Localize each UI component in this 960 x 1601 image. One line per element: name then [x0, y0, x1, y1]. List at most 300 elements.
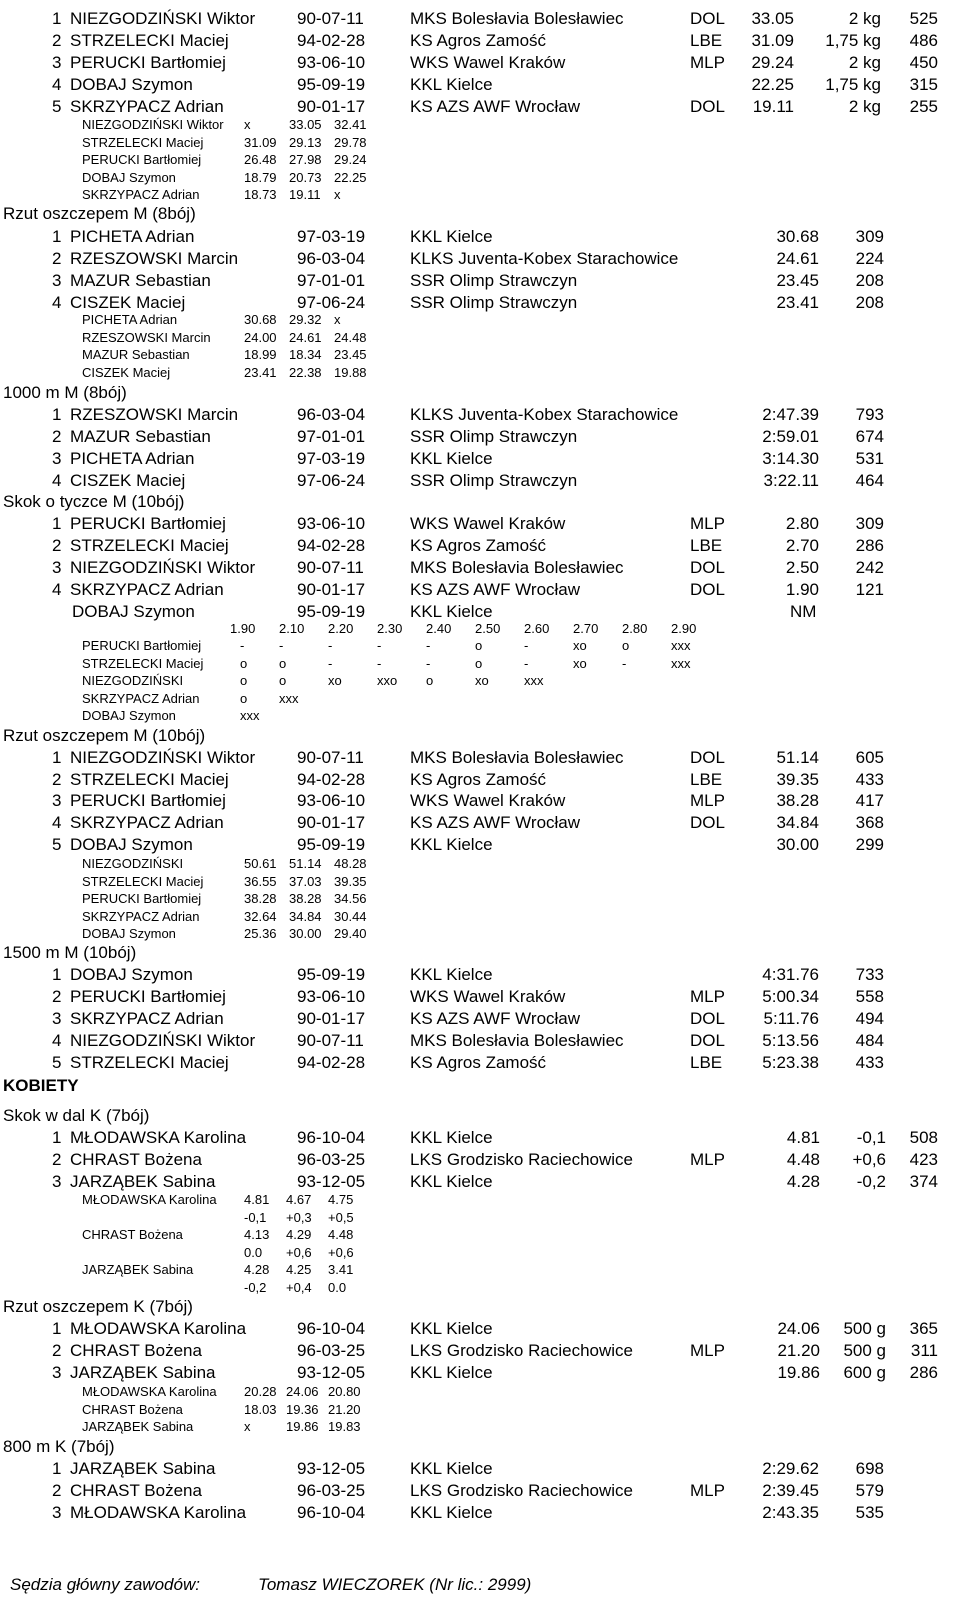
- birth-date: 97-03-19: [297, 227, 366, 246]
- points: 299: [855, 834, 884, 854]
- attempt-value: 19.83: [328, 1419, 361, 1434]
- region-code: LBE: [690, 769, 723, 789]
- jump-value: 4.48: [328, 1227, 354, 1242]
- vault-attempt: o: [622, 638, 630, 653]
- birth-date: 95-09-19: [297, 75, 366, 94]
- result-value: 30.00: [776, 834, 819, 854]
- club-name: MKS Bolesłavia Bolesławiec: [410, 558, 624, 577]
- birth-date: 96-03-25: [297, 1481, 366, 1500]
- athlete-name: RZESZOWSKI Marcin: [70, 249, 239, 268]
- points: 674: [855, 427, 884, 446]
- section-title: Rzut oszczepem K (7bój): [3, 1297, 193, 1316]
- athlete-name: RZESZOWSKI Marcin: [70, 405, 239, 424]
- bar-height: 2.70: [573, 621, 599, 636]
- implement-weight: 600 g: [843, 1363, 886, 1382]
- bar-height: 2.10: [279, 621, 305, 636]
- attempt-value: 20.28: [244, 1384, 277, 1399]
- vault-attempt: xo: [573, 638, 587, 653]
- result-place: 2: [52, 31, 62, 50]
- result-value: 4.81: [786, 1128, 820, 1147]
- birth-date: 94-02-28: [297, 536, 366, 555]
- points: 224: [855, 249, 884, 268]
- region-code: MLP: [690, 1481, 725, 1500]
- club-name: SSR Olimp Strawczyn: [410, 471, 578, 490]
- attempt-value: 27.98: [289, 152, 322, 167]
- attempt-value: 24.00: [244, 329, 277, 345]
- birth-date: 97-01-01: [297, 427, 366, 446]
- birth-date: 90-01-17: [297, 813, 366, 833]
- bar-height: 2.50: [475, 621, 501, 636]
- jump-wind: +0,4: [286, 1279, 312, 1295]
- section-title: 800 m K (7bój): [3, 1437, 115, 1456]
- birth-date: 94-02-28: [297, 769, 366, 789]
- bar-height: 2.20: [328, 621, 354, 636]
- attempt-value: 48.28: [334, 856, 367, 871]
- region-code: LBE: [690, 1053, 723, 1072]
- attempt-value: 36.55: [244, 873, 277, 889]
- result-value: 2.70: [785, 536, 819, 555]
- result-value: 22.25: [751, 75, 794, 94]
- attempt-athlete: MŁODAWSKA Karolina: [82, 1384, 217, 1399]
- result-place: 3: [52, 558, 62, 577]
- result-value: 19.86: [777, 1363, 820, 1382]
- wind-value: +0,6: [852, 1150, 886, 1169]
- attempt-value: 19.11: [289, 187, 321, 202]
- attempt-athlete: DOBAJ Szymon: [82, 926, 176, 941]
- region-code: MLP: [690, 791, 725, 811]
- result-place: 2: [52, 427, 62, 446]
- club-name: KKL Kielce: [410, 602, 493, 621]
- club-name: WKS Wawel Kraków: [410, 514, 566, 533]
- vault-attempt: -: [377, 638, 382, 653]
- attempt-value: 18.79: [244, 169, 277, 185]
- result-value: 24.06: [777, 1319, 820, 1338]
- implement-weight: 2 kg: [848, 9, 881, 28]
- athlete-name: MAZUR Sebastian: [70, 271, 211, 290]
- result-place: 4: [52, 813, 62, 833]
- birth-date: 90-07-11: [297, 1031, 364, 1050]
- vault-attempt: o: [240, 655, 248, 671]
- vault-attempt: -: [328, 638, 333, 653]
- vault-attempt: xxx: [524, 673, 544, 688]
- club-name: WKS Wawel Kraków: [410, 53, 566, 72]
- implement-weight: 2 kg: [848, 53, 881, 72]
- vault-attempt: o: [240, 673, 248, 688]
- implement-weight: 2 kg: [848, 97, 881, 116]
- club-name: KLKS Juventa-Kobex Starachowice: [410, 249, 679, 268]
- birth-date: 96-03-25: [297, 1150, 366, 1169]
- attempt-value: 37.03: [289, 873, 322, 889]
- jump-value: 4.81: [244, 1192, 270, 1207]
- result-place: 3: [52, 1172, 62, 1191]
- result-place: 4: [52, 580, 62, 599]
- vault-attempt: -: [622, 655, 627, 671]
- region-code: MLP: [690, 1341, 725, 1360]
- attempt-value: 29.78: [334, 134, 367, 150]
- result-place: 1: [52, 514, 62, 533]
- attempt-value: 34.56: [334, 891, 367, 906]
- result-value: 4.48: [786, 1150, 820, 1169]
- attempt-value: 23.41: [244, 364, 277, 380]
- vault-attempt: xxx: [671, 638, 691, 653]
- jump-wind: 0.0: [244, 1244, 263, 1260]
- region-code: DOL: [690, 97, 725, 116]
- club-name: KS AZS AWF Wrocław: [410, 97, 581, 116]
- birth-date: 96-10-04: [297, 1128, 366, 1147]
- vault-attempt: -: [524, 638, 529, 653]
- result-place: 2: [52, 987, 62, 1006]
- points: 286: [855, 536, 884, 555]
- birth-date: 97-06-24: [297, 471, 366, 490]
- attempt-value: 23.45: [334, 347, 367, 362]
- result-place: 4: [52, 471, 62, 490]
- attempt-athlete: DOBAJ Szymon: [82, 169, 176, 185]
- attempt-value: 20.80: [328, 1384, 361, 1399]
- club-name: KS Agros Zamość: [410, 1053, 547, 1072]
- club-name: KLKS Juventa-Kobex Starachowice: [410, 405, 679, 424]
- region-code: MLP: [690, 987, 725, 1006]
- result-place: 2: [52, 249, 62, 268]
- points: 242: [855, 558, 884, 577]
- implement-weight: 500 g: [843, 1319, 886, 1338]
- result-value: 2:59.01: [762, 427, 819, 446]
- region-code: DOL: [690, 748, 725, 767]
- result-place: 3: [52, 53, 62, 72]
- club-name: KS AZS AWF Wrocław: [410, 1009, 581, 1028]
- attempt-athlete: CISZEK Maciej: [82, 364, 171, 380]
- athlete-name: JARZĄBEK Sabina: [70, 1363, 216, 1382]
- athlete-name: STRZELECKI Maciej: [70, 1053, 229, 1072]
- region-code: LBE: [690, 536, 723, 555]
- jump-wind: 0.0: [328, 1279, 347, 1295]
- athlete-name: DOBAJ Szymon: [72, 602, 195, 621]
- points: 486: [909, 31, 938, 50]
- attempt-value: 24.06: [286, 1384, 319, 1399]
- athlete-name: JARZĄBEK Sabina: [70, 1459, 216, 1478]
- vault-attempt: o: [279, 655, 287, 671]
- athlete-name: PERUCKI Bartłomiej: [70, 53, 226, 72]
- vault-attempt: -: [377, 655, 382, 671]
- jump-athlete: JARZĄBEK Sabina: [82, 1262, 194, 1277]
- points: 315: [909, 75, 938, 94]
- club-name: KKL Kielce: [410, 1128, 493, 1147]
- club-name: KKL Kielce: [410, 1172, 493, 1191]
- attempt-athlete: MAZUR Sebastian: [82, 347, 190, 362]
- bar-height: 2.80: [622, 621, 648, 636]
- birth-date: 96-03-25: [297, 1341, 366, 1360]
- bar-height: 2.90: [671, 621, 697, 636]
- attempt-athlete: PICHETA Adrian: [82, 312, 178, 327]
- vault-attempt: -: [240, 638, 245, 653]
- birth-date: 93-12-05: [297, 1363, 366, 1382]
- athlete-name: NIEZGODZIŃSKI Wiktor: [70, 558, 256, 577]
- attempt-value: 26.48: [244, 152, 277, 167]
- result-value: 5:13.56: [762, 1031, 819, 1050]
- jump-value: 4.67: [286, 1192, 312, 1207]
- attempt-value: 39.35: [334, 873, 367, 889]
- points: 531: [855, 449, 884, 468]
- athlete-name: CISZEK Maciej: [70, 293, 186, 312]
- section-title: Rzut oszczepem M (8bój): [3, 204, 196, 223]
- athlete-name: STRZELECKI Maciej: [70, 769, 229, 789]
- result-value: 1.90: [785, 580, 819, 599]
- vault-attempt: xxx: [240, 708, 260, 723]
- result-value: 5:11.76: [763, 1009, 819, 1028]
- attempt-value: 38.28: [244, 891, 277, 906]
- attempt-athlete: NIEZGODZIŃSKI Wiktor: [82, 117, 224, 132]
- jump-value: 4.13: [244, 1227, 270, 1242]
- points: 309: [855, 514, 884, 533]
- attempt-athlete: CHRAST Bożena: [82, 1401, 183, 1417]
- attempt-value: 18.03: [244, 1401, 277, 1417]
- athlete-name: PERUCKI Bartłomiej: [70, 514, 226, 533]
- result-place: 1: [52, 965, 62, 984]
- attempt-athlete: SKRZYPACZ Adrian: [82, 187, 200, 202]
- athlete-name: DOBAJ Szymon: [70, 965, 193, 984]
- result-place: 2: [52, 1341, 62, 1360]
- vault-athlete: PERUCKI Bartłomiej: [82, 638, 202, 653]
- region-code: DOL: [690, 580, 725, 599]
- result-value: 21.20: [777, 1341, 820, 1360]
- points: 286: [909, 1363, 938, 1382]
- birth-date: 90-07-11: [297, 748, 364, 767]
- attempt-athlete: STRZELECKI Maciej: [82, 134, 204, 150]
- region-code: LBE: [690, 31, 723, 50]
- club-name: MKS Bolesłavia Bolesławiec: [410, 1031, 624, 1050]
- athlete-name: MŁODAWSKA Karolina: [70, 1128, 247, 1147]
- result-value: 3:22.11: [763, 471, 819, 490]
- attempt-value: 51.14: [289, 856, 322, 871]
- result-place: 5: [52, 834, 62, 854]
- points: 464: [855, 471, 884, 490]
- vault-attempt: -: [279, 638, 284, 653]
- section-title: Rzut oszczepem M (10bój): [3, 726, 206, 745]
- athlete-name: DOBAJ Szymon: [70, 75, 193, 94]
- result-value: 31.09: [751, 31, 794, 50]
- points: 484: [855, 1031, 884, 1050]
- club-name: KKL Kielce: [410, 834, 493, 854]
- jump-value: 3.41: [328, 1262, 354, 1277]
- result-place: 2: [52, 769, 62, 789]
- attempt-value: 21.20: [328, 1401, 361, 1417]
- result-value: 2:47.39: [762, 405, 819, 424]
- region-code: DOL: [690, 813, 725, 833]
- jump-wind: +0,5: [328, 1209, 354, 1225]
- points: 698: [855, 1459, 884, 1478]
- club-name: WKS Wawel Kraków: [410, 791, 566, 811]
- result-place: 1: [52, 1319, 62, 1338]
- result-place: 3: [52, 271, 62, 290]
- result-value: 4:31.76: [762, 965, 819, 984]
- club-name: KKL Kielce: [410, 1363, 493, 1382]
- result-place: 2: [52, 536, 62, 555]
- club-name: KS Agros Zamość: [410, 769, 547, 789]
- attempt-value: 32.64: [244, 908, 277, 924]
- club-name: LKS Grodzisko Raciechowice: [410, 1341, 633, 1360]
- attempt-value: x: [244, 117, 251, 132]
- club-name: WKS Wawel Kraków: [410, 987, 566, 1006]
- result-place: 1: [52, 405, 62, 424]
- result-place: 3: [52, 1009, 62, 1028]
- result-value: 2:43.35: [762, 1503, 819, 1522]
- section-title: 1500 m M (10bój): [3, 943, 137, 962]
- jump-athlete: CHRAST Bożena: [82, 1227, 183, 1242]
- athlete-name: NIEZGODZIŃSKI Wiktor: [70, 9, 256, 28]
- bar-height: 2.60: [524, 621, 550, 636]
- birth-date: 96-10-04: [297, 1319, 366, 1338]
- points: 793: [855, 405, 884, 424]
- club-name: KKL Kielce: [410, 965, 493, 984]
- wind-value: -0,1: [856, 1128, 886, 1147]
- birth-date: 93-06-10: [297, 53, 366, 72]
- attempt-value: 30.68: [244, 312, 277, 327]
- points: 255: [909, 97, 938, 116]
- result-value: 5:23.38: [762, 1053, 819, 1072]
- result-value: 3:14.30: [762, 449, 819, 468]
- vault-athlete: SKRZYPACZ Adrian: [82, 690, 200, 706]
- points: 535: [855, 1503, 884, 1522]
- club-name: KKL Kielce: [410, 1459, 493, 1478]
- athlete-name: SKRZYPACZ Adrian: [70, 1009, 224, 1028]
- club-name: SSR Olimp Strawczyn: [410, 293, 578, 312]
- attempt-value: 19.36: [286, 1401, 319, 1417]
- result-place: 1: [52, 1459, 62, 1478]
- result-value: 24.61: [776, 249, 819, 268]
- region-code: MLP: [690, 53, 725, 72]
- attempt-value: 30.00: [289, 926, 322, 941]
- result-place: 3: [52, 791, 62, 811]
- vault-attempt: xxx: [279, 690, 299, 706]
- attempt-athlete: STRZELECKI Maciej: [82, 873, 204, 889]
- result-value: 51.14: [776, 748, 819, 767]
- points: 733: [855, 965, 884, 984]
- wind-value: -0,2: [856, 1172, 886, 1191]
- athlete-name: MAZUR Sebastian: [70, 427, 211, 446]
- club-name: LKS Grodzisko Raciechowice: [410, 1481, 633, 1500]
- vault-attempt: o: [475, 638, 483, 653]
- points: 558: [855, 987, 884, 1006]
- athlete-name: STRZELECKI Maciej: [70, 536, 229, 555]
- birth-date: 93-06-10: [297, 791, 366, 811]
- attempt-value: 32.41: [334, 117, 367, 132]
- attempt-value: 29.32: [289, 312, 322, 327]
- points: 374: [909, 1172, 938, 1191]
- birth-date: 96-03-04: [297, 405, 366, 424]
- points: 368: [855, 813, 884, 833]
- points: 423: [909, 1150, 938, 1169]
- result-value: 33.05: [751, 9, 794, 28]
- athlete-name: CHRAST Bożena: [70, 1481, 202, 1500]
- vault-attempt: o: [426, 673, 434, 688]
- jump-wind: +0,3: [286, 1209, 312, 1225]
- vault-attempt: xo: [475, 673, 489, 688]
- birth-date: 90-01-17: [297, 1009, 366, 1028]
- birth-date: 97-01-01: [297, 271, 366, 290]
- points: 508: [909, 1128, 938, 1147]
- vault-attempt: -: [426, 638, 431, 653]
- result-value: 4.28: [786, 1172, 820, 1191]
- vault-attempt: o: [475, 655, 483, 671]
- vault-attempt: -: [426, 655, 431, 671]
- athlete-name: DOBAJ Szymon: [70, 834, 193, 854]
- points: 208: [855, 293, 884, 312]
- club-name: MKS Bolesłavia Bolesławiec: [410, 9, 624, 28]
- attempt-value: 31.09: [244, 134, 277, 150]
- vault-attempt: xxo: [377, 673, 398, 688]
- result-place: 1: [52, 1128, 62, 1147]
- attempt-value: 29.13: [289, 134, 322, 150]
- region-code: DOL: [690, 1031, 725, 1050]
- athlete-name: PERUCKI Bartłomiej: [70, 791, 226, 811]
- points: 121: [855, 580, 884, 599]
- athlete-name: PICHETA Adrian: [70, 449, 195, 468]
- points: 208: [855, 271, 884, 290]
- points: 309: [855, 227, 884, 246]
- club-name: KKL Kielce: [410, 227, 493, 246]
- vault-attempt: o: [240, 690, 248, 706]
- women-heading: KOBIETY: [3, 1076, 79, 1095]
- points: 417: [855, 791, 884, 811]
- vault-attempt: o: [279, 673, 287, 688]
- result-value: 19.11: [752, 97, 794, 116]
- region-code: MLP: [690, 514, 725, 533]
- attempt-athlete: PERUCKI Bartłomiej: [82, 152, 202, 167]
- region-code: DOL: [690, 9, 725, 28]
- points: 579: [855, 1481, 884, 1500]
- athlete-name: JARZĄBEK Sabina: [70, 1172, 216, 1191]
- section-title: 1000 m M (8bój): [3, 383, 127, 402]
- result-place: 1: [52, 748, 62, 767]
- birth-date: 95-09-19: [297, 602, 366, 621]
- birth-date: 97-03-19: [297, 449, 366, 468]
- result-place: 1: [52, 9, 62, 28]
- vault-attempt: xo: [328, 673, 342, 688]
- attempt-value: 24.48: [334, 329, 367, 345]
- birth-date: 95-09-19: [297, 965, 366, 984]
- attempt-value: x: [334, 187, 341, 202]
- attempt-athlete: JARZĄBEK Sabina: [82, 1419, 194, 1434]
- athlete-name: SKRZYPACZ Adrian: [70, 580, 224, 599]
- attempt-value: x: [334, 312, 341, 327]
- athlete-name: CHRAST Bożena: [70, 1150, 202, 1169]
- attempt-value: 22.25: [334, 169, 367, 185]
- attempt-value: 29.40: [334, 926, 367, 941]
- attempt-athlete: PERUCKI Bartłomiej: [82, 891, 202, 906]
- region-code: MLP: [690, 1150, 725, 1169]
- result-value: 29.24: [751, 53, 794, 72]
- club-name: KS AZS AWF Wrocław: [410, 813, 581, 833]
- athlete-name: PICHETA Adrian: [70, 227, 195, 246]
- result-value: 23.41: [776, 293, 819, 312]
- athlete-name: CISZEK Maciej: [70, 471, 186, 490]
- points: 525: [909, 9, 938, 28]
- birth-date: 94-02-28: [297, 1053, 366, 1072]
- result-value: 38.28: [776, 791, 819, 811]
- club-name: KKL Kielce: [410, 449, 493, 468]
- vault-attempt: xo: [573, 655, 587, 671]
- vault-attempt: -: [524, 655, 529, 671]
- result-place: 4: [52, 75, 62, 94]
- jump-value: 4.25: [286, 1262, 312, 1277]
- club-name: KKL Kielce: [410, 1319, 493, 1338]
- athlete-name: NIEZGODZIŃSKI Wiktor: [70, 748, 256, 767]
- result-value: 2:39.45: [762, 1481, 819, 1500]
- birth-date: 93-12-05: [297, 1459, 366, 1478]
- jump-wind: +0,6: [286, 1244, 312, 1260]
- result-value: 2:29.62: [762, 1459, 819, 1478]
- birth-date: 93-06-10: [297, 987, 366, 1006]
- jump-wind: -0,2: [244, 1279, 267, 1295]
